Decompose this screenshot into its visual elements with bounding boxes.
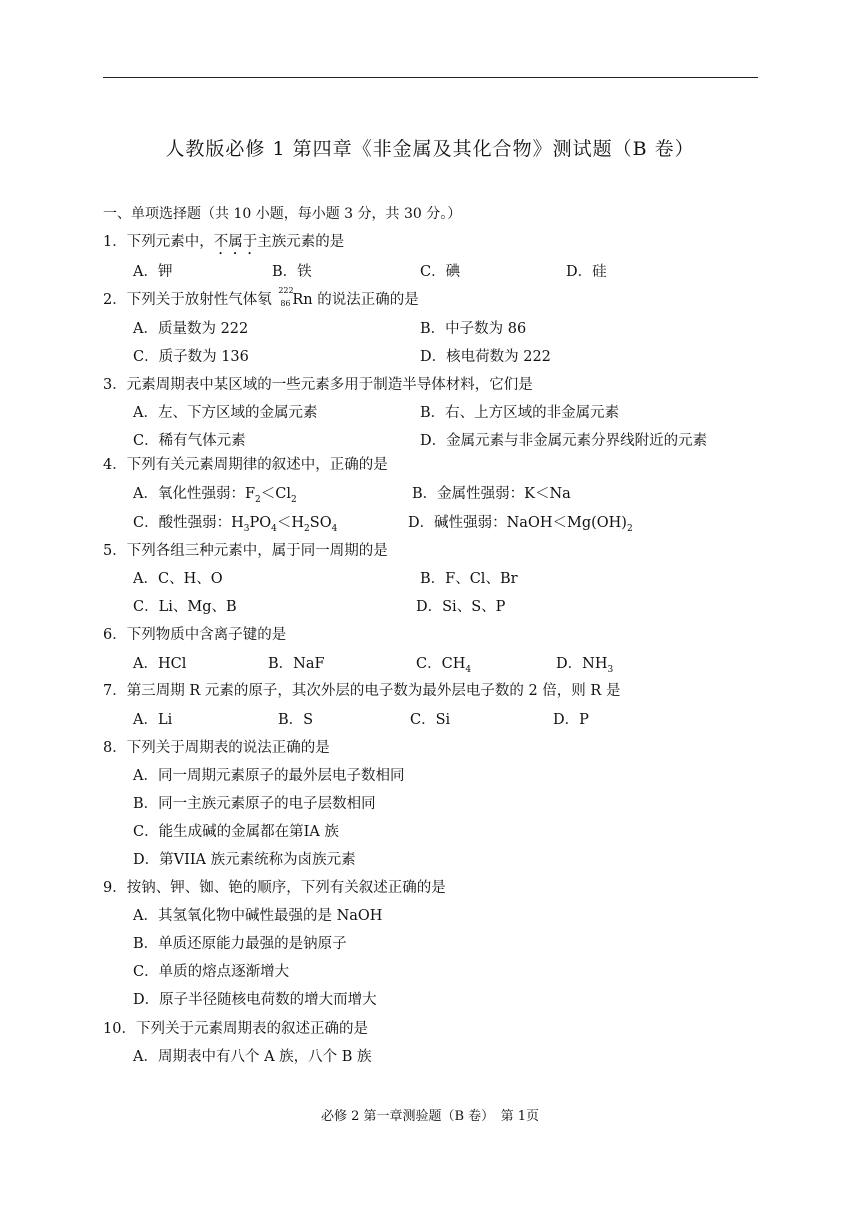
q4-c-text: C．酸性强弱：H	[133, 515, 244, 531]
mass-number: 222	[278, 286, 294, 295]
q4-c-sub4: 4	[331, 523, 338, 534]
question-10: 10．下列关于元素周期表的叙述正确的是	[103, 1021, 368, 1037]
q4-option-b: B．金属性强弱：K＜Na	[412, 486, 571, 502]
q4-c-sub3: 2	[304, 523, 310, 534]
q9-option-d: D．原子半径随核电荷数的增大而增大	[133, 992, 377, 1008]
radon-isotope-notation	[276, 286, 294, 308]
page-footer: 必修 2 第一章测验题（B 卷） 第 1页	[320, 1109, 540, 1124]
q8-option-c: C．能生成碱的金属都在第IA 族	[133, 824, 339, 840]
question-2-prefix: 2．下列关于放射性气体氡	[103, 292, 277, 308]
q4-option-a	[133, 482, 297, 505]
q1-option-d: D．硅	[566, 264, 607, 280]
q5-option-c: C．Li、Mg、B	[133, 599, 237, 615]
q9-option-a: A．其氢氧化物中碱性最强的是 NaOH	[133, 908, 383, 924]
question-9: 9．按钠、钾、铷、铯的顺序，下列有关叙述正确的是	[103, 880, 446, 896]
q7-option-d: D．P	[553, 712, 589, 728]
q1-option-b: B．铁	[272, 264, 312, 280]
q4-option-d	[408, 511, 633, 534]
q6-c-sub: 4	[465, 664, 472, 675]
q2-option-b: B．中子数为 86	[420, 321, 527, 337]
atomic-number: 86	[280, 299, 291, 308]
q4-a-text: A．氧化性强弱：F	[133, 486, 256, 502]
q3-option-c: C．稀有气体元素	[133, 433, 246, 449]
q1-option-c: C．碘	[420, 264, 461, 280]
q4-c-sub1: 3	[243, 523, 250, 534]
q7-option-c: C．Si	[410, 712, 451, 728]
q1-option-a: A．钾	[133, 264, 173, 280]
q4-c-sub2: 4	[271, 523, 277, 534]
q2-option-c: C．质子数为 136	[133, 349, 249, 365]
question-1-prefix: 1．下列元素中，	[103, 234, 214, 250]
q4-d-sub: 2	[626, 523, 633, 534]
q6-option-c	[416, 652, 471, 675]
q4-a-sub2: 2	[291, 494, 297, 505]
q3-option-d: D．金属元素与非金属元素分界线附近的元素	[420, 433, 708, 449]
question-2	[103, 288, 419, 309]
question-2-suffix: 的说法正确的是	[312, 292, 419, 308]
q5-option-d: D．Si、S、P	[416, 599, 506, 615]
page-title: 人教版必修 1 第四章《非金属及其化合物》测试题（B 卷）	[165, 138, 695, 160]
q4-c-m1: PO	[249, 515, 272, 531]
q4-c-m2: ＜H	[276, 515, 305, 531]
q4-a-mid: ＜Cl	[260, 486, 292, 502]
q8-option-a: A．同一周期元素原子的最外层电子数相同	[133, 768, 405, 784]
q6-d-text: D．NH	[556, 656, 608, 672]
q3-option-a: A．左、下方区域的金属元素	[133, 405, 318, 421]
q8-option-d: D．第VIIA 族元素统称为卤族元素	[133, 852, 356, 868]
q6-option-b: B．NaF	[268, 656, 325, 672]
question-1-suffix: 主族元素的是	[257, 234, 345, 250]
question-4: 4．下列有关元素周期律的叙述中，正确的是	[103, 457, 388, 473]
q6-c-text: C．CH	[416, 656, 466, 672]
question-1	[103, 230, 344, 258]
radon-symbol: Rn	[292, 292, 313, 308]
q3-option-b: B．右、上方区域的非金属元素	[420, 405, 620, 421]
question-6: 6．下列物质中含离子键的是	[103, 627, 287, 643]
question-8: 8．下列关于周期表的说法正确的是	[103, 740, 330, 756]
question-7: 7．第三周期 R 元素的原子，其次外层的电子数为最外层电子数的 2 倍，则 R 是	[103, 683, 621, 699]
q4-a-sub1: 2	[255, 494, 261, 505]
q5-option-a: A．C、H、O	[133, 571, 223, 587]
q2-option-a: A．质量数为 222	[133, 321, 249, 337]
q6-option-d	[556, 652, 613, 675]
q9-option-c: C．单质的熔点逐渐增大	[133, 964, 290, 980]
q6-d-sub: 3	[607, 664, 614, 675]
q7-option-a: A．Li	[133, 712, 173, 728]
q10-option-a: A．周期表中有八个 A 族，八个 B 族	[133, 1049, 372, 1065]
q8-option-b: B．同一主族元素原子的电子层数相同	[133, 796, 376, 812]
q7-option-b: B．S	[278, 712, 314, 728]
question-1-emphasis: 不属于	[213, 234, 258, 250]
q4-c-m3: SO	[309, 515, 332, 531]
q6-option-a: A．HCl	[133, 656, 187, 672]
q4-option-c	[133, 511, 337, 534]
q4-d-text: D．碱性强弱：NaOH＜Mg(OH)	[408, 515, 627, 531]
section-heading: 一、单项选择题（共 10 小题，每小题 3 分，共 30 分。）	[103, 206, 462, 222]
q2-option-d: D．核电荷数为 222	[420, 349, 551, 365]
q5-option-b: B．F、Cl、Br	[420, 571, 518, 587]
question-3: 3．元素周期表中某区域的一些元素多用于制造半导体材料，它们是	[103, 377, 533, 393]
q9-option-b: B．单质还原能力最强的是钠原子	[133, 936, 347, 952]
question-5: 5．下列各组三种元素中，属于同一周期的是	[103, 543, 388, 559]
header-rule	[103, 77, 758, 78]
